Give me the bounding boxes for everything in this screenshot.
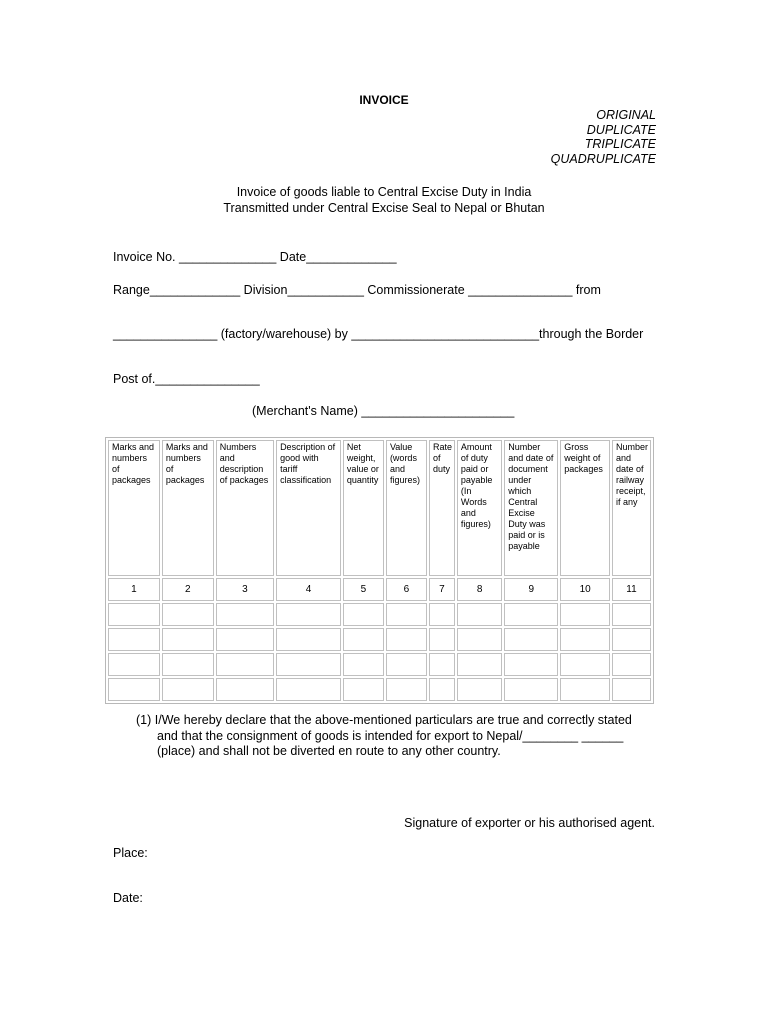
table-cell[interactable] <box>162 653 214 676</box>
declaration-text: (1) I/We hereby declare that the above-mentioned particulars are true and correctly stated and that the consignment of goods is intended for export to Nepal/________ ______ (place) and shall not be diverted en route to any other country. <box>136 713 632 758</box>
table-cell[interactable] <box>560 653 610 676</box>
table-cell[interactable] <box>429 653 455 676</box>
column-number: 3 <box>216 578 274 601</box>
subheading-line-1: Invoice of goods liable to Central Excise Duty in India <box>236 185 532 199</box>
table-row <box>108 678 651 701</box>
table-row <box>108 653 651 676</box>
table-header-cell: Value (words and figures) <box>386 440 427 576</box>
table-cell[interactable] <box>386 628 427 651</box>
copy-triplicate: TRIPLICATE <box>584 137 656 152</box>
table-cell[interactable] <box>560 678 610 701</box>
copy-original: ORIGINAL <box>596 108 656 122</box>
declaration <box>136 713 657 760</box>
column-number: 5 <box>343 578 384 601</box>
table-header-cell: Numbers and description of packages <box>216 440 274 576</box>
table-cell[interactable] <box>343 603 384 626</box>
table-cell[interactable] <box>216 628 274 651</box>
table-cell[interactable] <box>276 678 341 701</box>
column-number: 1 <box>108 578 160 601</box>
table-cell[interactable] <box>343 628 384 651</box>
table-cell[interactable] <box>504 678 558 701</box>
table-cell[interactable] <box>386 653 427 676</box>
post-of-line: Post of._______________ <box>113 372 260 386</box>
subheading <box>0 184 768 216</box>
copy-quadruplicate: QUADRUPLICATE <box>550 151 656 166</box>
table-cell[interactable] <box>429 603 455 626</box>
table-cell[interactable] <box>504 653 558 676</box>
column-number: 9 <box>504 578 558 601</box>
table-cell[interactable] <box>560 603 610 626</box>
column-number: 11 <box>612 578 651 601</box>
table-cell[interactable] <box>457 678 502 701</box>
table-cell[interactable] <box>162 603 214 626</box>
table-cell[interactable] <box>429 628 455 651</box>
table-header-cell: Net weight, value or quantity <box>343 440 384 576</box>
place-label: Place: <box>113 846 148 860</box>
subheading-line-2: Transmitted under Central Excise Seal to Nepal or Bhutan <box>223 201 545 215</box>
table-cell[interactable] <box>504 603 558 626</box>
table-cell[interactable] <box>108 603 160 626</box>
table-header-cell: Marks and numbers of packages <box>162 440 214 576</box>
table-cell[interactable] <box>276 603 341 626</box>
table-cell[interactable] <box>457 603 502 626</box>
table-cell[interactable] <box>386 678 427 701</box>
table-cell[interactable] <box>457 653 502 676</box>
table-cell[interactable] <box>216 603 274 626</box>
table-cell[interactable] <box>457 628 502 651</box>
table-cell[interactable] <box>560 628 610 651</box>
table-header-cell: Marks and numbers of packages <box>108 440 160 576</box>
table-cell[interactable] <box>386 603 427 626</box>
merchant-name-line: (Merchant's Name) ______________________ <box>252 404 515 418</box>
table-header-cell: Number and date of railway receipt, if any <box>612 440 651 576</box>
table-row <box>108 603 651 626</box>
column-number: 6 <box>386 578 427 601</box>
column-number: 7 <box>429 578 455 601</box>
table-cell[interactable] <box>108 653 160 676</box>
table-cell[interactable] <box>343 678 384 701</box>
table-cell[interactable] <box>108 628 160 651</box>
table-row <box>108 628 651 651</box>
column-number: 8 <box>457 578 502 601</box>
table-header-cell: Rate of duty <box>429 440 455 576</box>
table-header-row <box>108 440 651 576</box>
table-cell[interactable] <box>216 678 274 701</box>
column-number: 4 <box>276 578 341 601</box>
table-header-cell: Number and date of document under which Central Excise Duty was paid or is payable <box>504 440 558 576</box>
copy-designations <box>551 108 656 166</box>
column-number: 10 <box>560 578 610 601</box>
range-division-line: Range_____________ Division___________ Commissionerate _______________ from <box>113 283 601 297</box>
table-cell[interactable] <box>162 628 214 651</box>
table-number-row <box>108 578 651 601</box>
table-cell[interactable] <box>504 628 558 651</box>
table-cell[interactable] <box>612 603 651 626</box>
table-cell[interactable] <box>276 653 341 676</box>
signature-label: Signature of exporter or his authorised agent. <box>404 816 655 830</box>
table-header-cell: Description of good with tariff classification <box>276 440 341 576</box>
factory-warehouse-line: _______________ (factory/warehouse) by ___________________________through the Border <box>113 327 644 341</box>
date-label: Date: <box>113 891 143 905</box>
table-header-cell: Amount of duty paid or payable (In Words and figures) <box>457 440 502 576</box>
goods-table <box>105 437 654 704</box>
table-cell[interactable] <box>162 678 214 701</box>
table-header-cell: Gross weight of packages <box>560 440 610 576</box>
table-cell[interactable] <box>612 653 651 676</box>
table-cell[interactable] <box>108 678 160 701</box>
invoice-number-date-line: Invoice No. ______________ Date_____________ <box>113 250 397 264</box>
table-cell[interactable] <box>612 628 651 651</box>
table-cell[interactable] <box>276 628 341 651</box>
table-cell[interactable] <box>612 678 651 701</box>
column-number: 2 <box>162 578 214 601</box>
copy-duplicate: DUPLICATE <box>586 122 656 137</box>
table-cell[interactable] <box>429 678 455 701</box>
table-cell[interactable] <box>216 653 274 676</box>
invoice-title: INVOICE <box>359 93 409 107</box>
table-cell[interactable] <box>343 653 384 676</box>
